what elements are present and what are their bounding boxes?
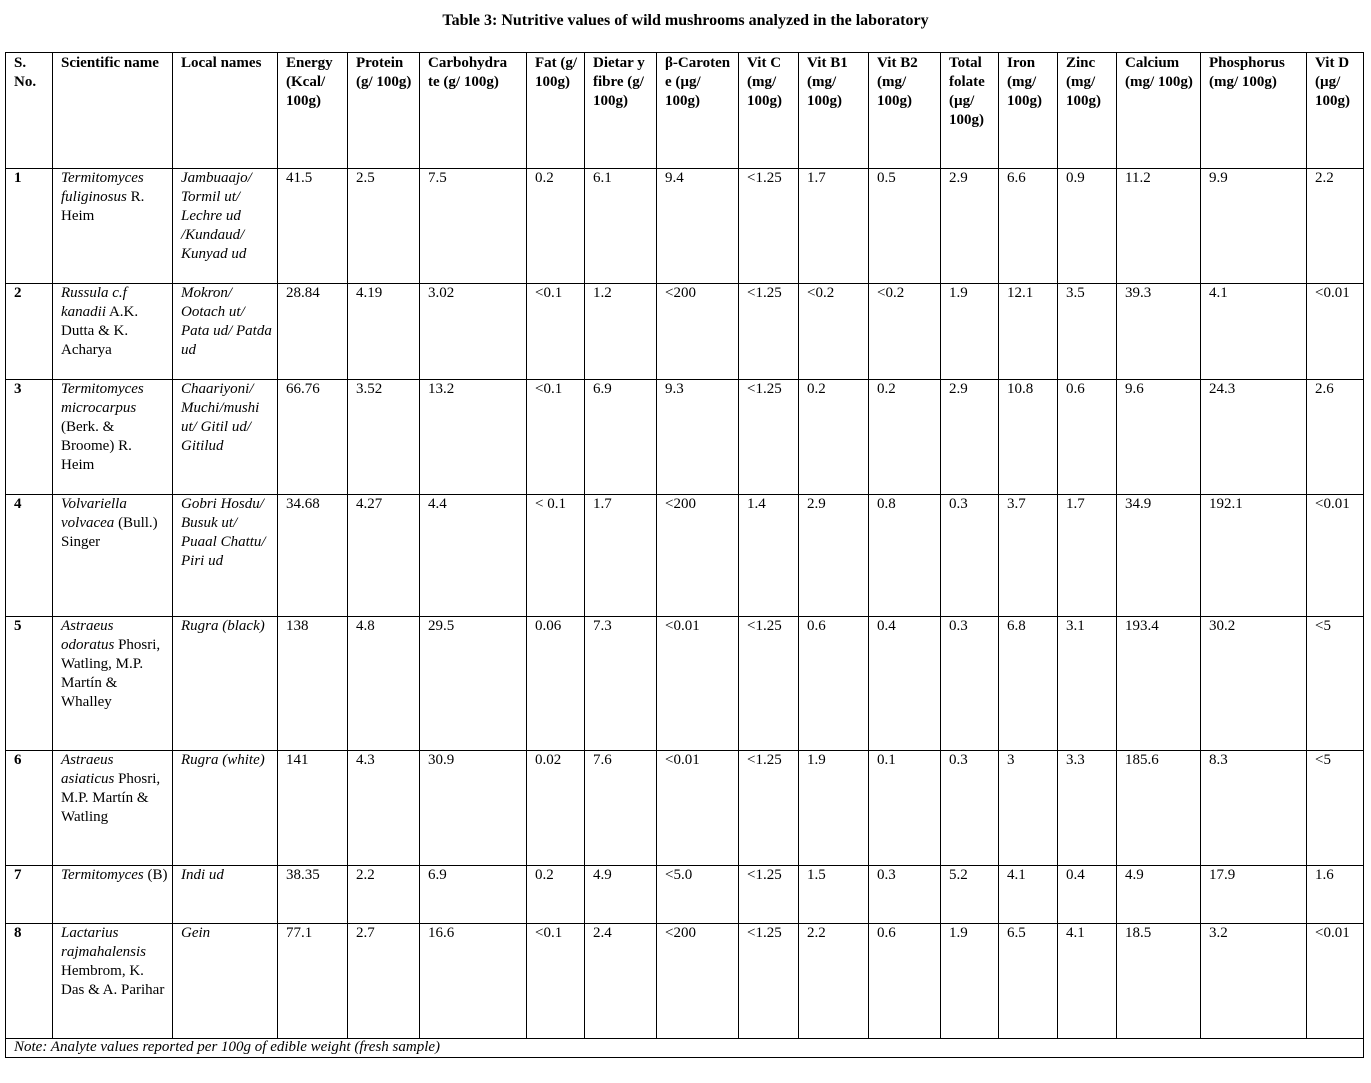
serial-number: 2 bbox=[6, 284, 53, 380]
value-cell: <0.2 bbox=[799, 284, 869, 380]
value-cell: 4.8 bbox=[348, 617, 420, 751]
value-cell: 185.6 bbox=[1117, 751, 1201, 866]
column-header: Phosphorus (mg/ 100g) bbox=[1201, 53, 1307, 169]
column-header: β-Caroten e (µg/ 100g) bbox=[657, 53, 739, 169]
column-header: Vit C (mg/ 100g) bbox=[739, 53, 799, 169]
serial-number: 8 bbox=[6, 924, 53, 1039]
value-cell: <0.01 bbox=[1307, 284, 1364, 380]
note-row bbox=[6, 1039, 1364, 1058]
value-cell: 0.9 bbox=[1058, 169, 1117, 284]
value-cell: 4.9 bbox=[585, 866, 657, 924]
column-header: Fat (g/ 100g) bbox=[527, 53, 585, 169]
value-cell: 6.8 bbox=[999, 617, 1058, 751]
value-cell: 0.3 bbox=[869, 866, 941, 924]
value-cell: 6.1 bbox=[585, 169, 657, 284]
value-cell: 8.3 bbox=[1201, 751, 1307, 866]
value-cell: 7.6 bbox=[585, 751, 657, 866]
value-cell: 1.9 bbox=[799, 751, 869, 866]
value-cell: 1.9 bbox=[941, 284, 999, 380]
value-cell: 9.3 bbox=[657, 380, 739, 495]
value-cell: 3.52 bbox=[348, 380, 420, 495]
value-cell: <1.25 bbox=[739, 924, 799, 1039]
value-cell: 4.4 bbox=[420, 495, 527, 617]
value-cell: 7.3 bbox=[585, 617, 657, 751]
value-cell: <5.0 bbox=[657, 866, 739, 924]
column-header: Scientific name bbox=[53, 53, 173, 169]
value-cell: 1.9 bbox=[941, 924, 999, 1039]
value-cell: <1.25 bbox=[739, 866, 799, 924]
value-cell: <200 bbox=[657, 495, 739, 617]
value-cell: 192.1 bbox=[1201, 495, 1307, 617]
value-cell: 17.9 bbox=[1201, 866, 1307, 924]
local-names: Rugra (black) bbox=[173, 617, 278, 751]
value-cell: 30.9 bbox=[420, 751, 527, 866]
value-cell: 1.7 bbox=[1058, 495, 1117, 617]
column-header: Vit D (µg/ 100g) bbox=[1307, 53, 1364, 169]
scientific-name bbox=[53, 169, 173, 284]
value-cell: <0.1 bbox=[527, 284, 585, 380]
column-header: Vit B2 (mg/ 100g) bbox=[869, 53, 941, 169]
species-name: Termitomyces fuliginosus bbox=[61, 170, 144, 205]
value-cell: 0.4 bbox=[869, 617, 941, 751]
table-title: Table 3: Nutritive values of wild mushrooms analyzed in the laboratory bbox=[442, 12, 929, 29]
value-cell: 3.1 bbox=[1058, 617, 1117, 751]
column-header: Iron (mg/ 100g) bbox=[999, 53, 1058, 169]
value-cell: 13.2 bbox=[420, 380, 527, 495]
value-cell: 0.2 bbox=[527, 169, 585, 284]
value-cell: 2.9 bbox=[799, 495, 869, 617]
column-header: Calcium (mg/ 100g) bbox=[1117, 53, 1201, 169]
species-author: R. Heim bbox=[61, 189, 145, 224]
value-cell: 2.7 bbox=[348, 924, 420, 1039]
value-cell: <1.25 bbox=[739, 751, 799, 866]
value-cell: <0.01 bbox=[657, 617, 739, 751]
local-names: Rugra (white) bbox=[173, 751, 278, 866]
value-cell: <5 bbox=[1307, 617, 1364, 751]
column-header: Vit B1 (mg/ 100g) bbox=[799, 53, 869, 169]
value-cell: 2.2 bbox=[799, 924, 869, 1039]
value-cell: <0.1 bbox=[527, 924, 585, 1039]
value-cell: 16.6 bbox=[420, 924, 527, 1039]
value-cell: 3.7 bbox=[999, 495, 1058, 617]
value-cell: 34.68 bbox=[278, 495, 348, 617]
header-row bbox=[6, 53, 1364, 169]
value-cell: 3.5 bbox=[1058, 284, 1117, 380]
value-cell: 9.6 bbox=[1117, 380, 1201, 495]
scientific-name bbox=[53, 380, 173, 495]
local-names: Chaariyoni/ Muchi/mushi ut/ Gitil ud/ Gitilud bbox=[173, 380, 278, 495]
value-cell: 2.2 bbox=[1307, 169, 1364, 284]
scientific-name bbox=[53, 924, 173, 1039]
table-row bbox=[6, 924, 1364, 1039]
value-cell: 193.4 bbox=[1117, 617, 1201, 751]
value-cell: 141 bbox=[278, 751, 348, 866]
value-cell: 30.2 bbox=[1201, 617, 1307, 751]
table-row bbox=[6, 169, 1364, 284]
value-cell: 12.1 bbox=[999, 284, 1058, 380]
local-names: Gein bbox=[173, 924, 278, 1039]
serial-number: 7 bbox=[6, 866, 53, 924]
value-cell: <0.01 bbox=[657, 751, 739, 866]
species-name: Astraeus odoratus bbox=[61, 618, 115, 653]
value-cell: <0.2 bbox=[869, 284, 941, 380]
column-header: Total folate (µg/ 100g) bbox=[941, 53, 999, 169]
value-cell: 0.6 bbox=[1058, 380, 1117, 495]
value-cell: <200 bbox=[657, 924, 739, 1039]
value-cell: 11.2 bbox=[1117, 169, 1201, 284]
value-cell: <0.01 bbox=[1307, 924, 1364, 1039]
value-cell: 6.9 bbox=[420, 866, 527, 924]
value-cell: 4.1 bbox=[1201, 284, 1307, 380]
column-header: Local names bbox=[173, 53, 278, 169]
value-cell: 3 bbox=[999, 751, 1058, 866]
value-cell: 6.9 bbox=[585, 380, 657, 495]
value-cell: 0.2 bbox=[869, 380, 941, 495]
species-name: Termitomyces bbox=[61, 867, 144, 883]
table-row bbox=[6, 495, 1364, 617]
value-cell: 28.84 bbox=[278, 284, 348, 380]
value-cell: 1.6 bbox=[1307, 866, 1364, 924]
value-cell: <0.1 bbox=[527, 380, 585, 495]
value-cell: 0.6 bbox=[869, 924, 941, 1039]
value-cell: 2.6 bbox=[1307, 380, 1364, 495]
value-cell: 29.5 bbox=[420, 617, 527, 751]
value-cell: 1.7 bbox=[585, 495, 657, 617]
value-cell: 3.3 bbox=[1058, 751, 1117, 866]
value-cell: <1.25 bbox=[739, 169, 799, 284]
value-cell: 9.4 bbox=[657, 169, 739, 284]
species-name: Termitomyces microcarpus bbox=[61, 381, 144, 416]
species-author: Hembrom, K. Das & A. Parihar bbox=[61, 963, 165, 998]
species-name: Lactarius rajmahalensis bbox=[61, 925, 147, 960]
value-cell: 0.1 bbox=[869, 751, 941, 866]
table-row bbox=[6, 284, 1364, 380]
value-cell: 2.4 bbox=[585, 924, 657, 1039]
table-note: Note: Analyte values reported per 100g of edible weight (fresh sample) bbox=[6, 1039, 1364, 1058]
value-cell: 0.5 bbox=[869, 169, 941, 284]
species-author: A.K. Dutta & K. Acharya bbox=[61, 304, 139, 358]
nutrition-table bbox=[5, 52, 1364, 1058]
value-cell: 24.3 bbox=[1201, 380, 1307, 495]
value-cell: 138 bbox=[278, 617, 348, 751]
value-cell: <5 bbox=[1307, 751, 1364, 866]
value-cell: 3.02 bbox=[420, 284, 527, 380]
value-cell: 38.35 bbox=[278, 866, 348, 924]
scientific-name bbox=[53, 617, 173, 751]
serial-number: 1 bbox=[6, 169, 53, 284]
value-cell: 0.2 bbox=[527, 866, 585, 924]
value-cell: 6.5 bbox=[999, 924, 1058, 1039]
table-row bbox=[6, 617, 1364, 751]
value-cell: 18.5 bbox=[1117, 924, 1201, 1039]
value-cell: 5.2 bbox=[941, 866, 999, 924]
column-header: Protein (g/ 100g) bbox=[348, 53, 420, 169]
species-author: Phosri, M.P. Martín & Watling bbox=[61, 771, 161, 825]
value-cell: <200 bbox=[657, 284, 739, 380]
column-header: Carbohydra te (g/ 100g) bbox=[420, 53, 527, 169]
value-cell: 0.02 bbox=[527, 751, 585, 866]
value-cell: 10.8 bbox=[999, 380, 1058, 495]
serial-number: 5 bbox=[6, 617, 53, 751]
value-cell: 6.6 bbox=[999, 169, 1058, 284]
value-cell: 1.7 bbox=[799, 169, 869, 284]
local-names: Indi ud bbox=[173, 866, 278, 924]
value-cell: 0.06 bbox=[527, 617, 585, 751]
column-header: Zinc (mg/ 100g) bbox=[1058, 53, 1117, 169]
table-row bbox=[6, 380, 1364, 495]
scientific-name bbox=[53, 866, 173, 924]
species-author: (Berk. & Broome) R. Heim bbox=[61, 419, 132, 473]
value-cell: 1.2 bbox=[585, 284, 657, 380]
scientific-name bbox=[53, 751, 173, 866]
column-header: Dietar y fibre (g/ 100g) bbox=[585, 53, 657, 169]
value-cell: 1.5 bbox=[799, 866, 869, 924]
value-cell: 77.1 bbox=[278, 924, 348, 1039]
value-cell: 4.3 bbox=[348, 751, 420, 866]
value-cell: <0.01 bbox=[1307, 495, 1364, 617]
value-cell: 34.9 bbox=[1117, 495, 1201, 617]
value-cell: 1.4 bbox=[739, 495, 799, 617]
serial-number: 3 bbox=[6, 380, 53, 495]
value-cell: <1.25 bbox=[739, 380, 799, 495]
value-cell: 0.6 bbox=[799, 617, 869, 751]
value-cell: 41.5 bbox=[278, 169, 348, 284]
serial-number: 4 bbox=[6, 495, 53, 617]
table-row bbox=[6, 751, 1364, 866]
species-author: Phosri, Watling, M.P. Martín & Whalley bbox=[61, 637, 161, 710]
value-cell: 2.5 bbox=[348, 169, 420, 284]
value-cell: 2.9 bbox=[941, 169, 999, 284]
value-cell: 4.9 bbox=[1117, 866, 1201, 924]
value-cell: <1.25 bbox=[739, 617, 799, 751]
value-cell: 0.3 bbox=[941, 751, 999, 866]
value-cell: 2.2 bbox=[348, 866, 420, 924]
value-cell: 0.8 bbox=[869, 495, 941, 617]
species-name: Astraeus asiaticus bbox=[61, 752, 115, 787]
value-cell: 9.9 bbox=[1201, 169, 1307, 284]
value-cell: 0.2 bbox=[799, 380, 869, 495]
species-name: Volvariella volvacea bbox=[61, 496, 127, 531]
value-cell: 39.3 bbox=[1117, 284, 1201, 380]
value-cell: 4.1 bbox=[999, 866, 1058, 924]
species-author: (B) bbox=[147, 867, 168, 883]
column-header: Energy (Kcal/ 100g) bbox=[278, 53, 348, 169]
scientific-name bbox=[53, 284, 173, 380]
value-cell: 0.4 bbox=[1058, 866, 1117, 924]
value-cell: 0.3 bbox=[941, 617, 999, 751]
value-cell: 3.2 bbox=[1201, 924, 1307, 1039]
scientific-name bbox=[53, 495, 173, 617]
species-author: (Bull.) Singer bbox=[61, 515, 158, 550]
table-body bbox=[6, 169, 1364, 1039]
local-names: Jambuaajo/ Tormil ut/ Lechre ud /Kundaud/ Kunyad ud bbox=[173, 169, 278, 284]
local-names: Gobri Hosdu/ Busuk ut/ Puaal Chattu/ Piri ud bbox=[173, 495, 278, 617]
local-names: Mokron/ Ootach ut/ Pata ud/ Patda ud bbox=[173, 284, 278, 380]
serial-number: 6 bbox=[6, 751, 53, 866]
value-cell: 4.27 bbox=[348, 495, 420, 617]
value-cell: 2.9 bbox=[941, 380, 999, 495]
value-cell: 7.5 bbox=[420, 169, 527, 284]
value-cell: < 0.1 bbox=[527, 495, 585, 617]
value-cell: 4.1 bbox=[1058, 924, 1117, 1039]
value-cell: 66.76 bbox=[278, 380, 348, 495]
table-row bbox=[6, 866, 1364, 924]
value-cell: 0.3 bbox=[941, 495, 999, 617]
species-name: Russula c.f kanadii bbox=[61, 285, 127, 320]
value-cell: <1.25 bbox=[739, 284, 799, 380]
column-header: S. No. bbox=[6, 53, 53, 169]
value-cell: 4.19 bbox=[348, 284, 420, 380]
